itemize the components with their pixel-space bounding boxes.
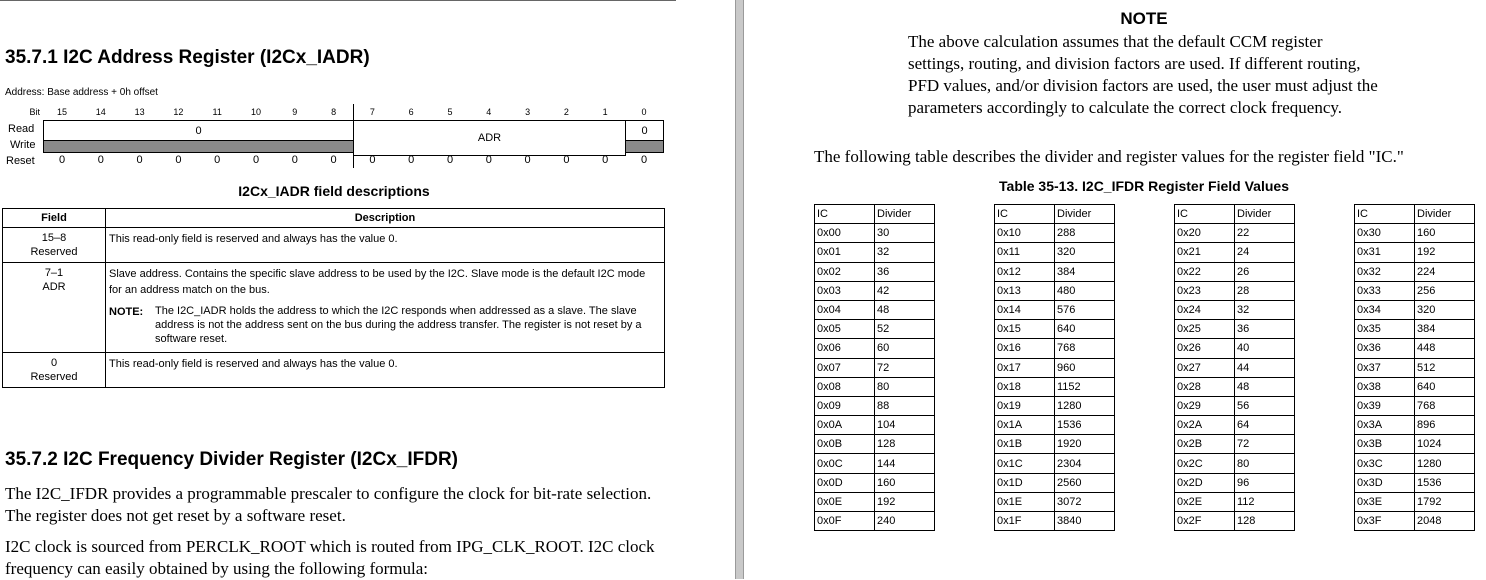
ic-divider-table [1174,204,1295,531]
divider-value: 32 [1235,300,1295,319]
ifdr-paragraph-2: I2C clock is sourced from PERCLK_ROOT which is routed from IPG_CLK_ROOT. I2C clock frequency can easily obtained by using the following formula: [5,537,655,578]
ic-value: 0x15 [995,320,1055,339]
ic-value: 0x32 [1355,262,1415,281]
adr-description: Slave address. Contains the specific slave address to be used by the I2C. Slave mode is the default I2C mode for an address match on the bus. [109,268,646,296]
header-ic: IC [815,205,875,224]
bit-number: 14 [95,107,106,117]
ic-value: 0x03 [815,281,875,300]
reset-value: 0 [602,154,609,166]
table-row [815,339,935,358]
reset-value: 0 [485,154,492,166]
field-cell [3,353,106,388]
table-row [1175,262,1295,281]
ic-value: 0x22 [1175,262,1235,281]
table-row [995,377,1115,396]
table-caption: Table 35-13. I2C_IFDR Register Field Values [999,178,1289,194]
ic-divider-table [814,204,935,531]
ic-value: 0x3D [1355,473,1415,492]
table-row [815,396,935,415]
table-intro: The following table describes the divider and register values for the register field "IC." [814,147,1404,166]
note-label: NOTE: [109,306,144,318]
bit-number: 1 [602,107,608,117]
ic-value: 0x31 [1355,243,1415,262]
divider-value: 3072 [1055,492,1115,511]
ic-value: 0x1B [995,435,1055,454]
header-divider: Divider [875,205,935,224]
ic-value: 0x0D [815,473,875,492]
table-row [995,224,1115,243]
description-cell: This read-only field is reserved and always has the value 0. [106,228,665,263]
header-field: Field [3,209,106,228]
divider-value: 1792 [1415,492,1475,511]
divider-value: 36 [875,262,935,281]
ic-value: 0x3C [1355,454,1415,473]
table-row [1175,339,1295,358]
ic-value: 0x04 [815,300,875,319]
table-row [1355,396,1475,415]
divider-value: 448 [1415,339,1475,358]
ic-value: 0x19 [995,396,1055,415]
table-row [1175,224,1295,243]
table-row [3,228,665,263]
table-row [3,263,665,353]
table-row [1355,435,1475,454]
field-description-table [2,208,665,388]
reset-value: 0 [446,154,454,166]
ic-value: 0x24 [1175,300,1235,319]
table-row [1355,243,1475,262]
table-row [995,396,1115,415]
table-row [815,377,935,396]
reset-value: 0 [563,154,570,166]
table-row [1175,492,1295,511]
bit-number: 12 [173,107,184,117]
divider-value: 80 [875,377,935,396]
table-row [995,435,1115,454]
bit-number: 0 [641,107,647,117]
divider-value: 384 [1415,320,1475,339]
row-label-write: Write [10,139,36,151]
field-name: Reserved [30,371,78,383]
byte-divider [353,104,354,168]
ic-table-header [1355,205,1475,224]
reset-value: 0 [640,154,648,166]
field-bits: 15–8 [41,232,67,244]
bit-number: 6 [408,107,414,117]
adr-field-cell [353,120,626,156]
ic-value: 0x2A [1175,416,1235,435]
ic-value: 0x2F [1175,512,1235,531]
bit-number: 2 [563,107,569,117]
table-row [815,512,935,531]
table-row [1175,281,1295,300]
field-cell [3,263,106,353]
field-table-caption: I2Cx_IADR field descriptions [238,183,430,199]
table-row [995,262,1115,281]
divider-value: 128 [1235,512,1295,531]
divider-value: 144 [875,454,935,473]
table-row [995,512,1115,531]
divider-value: 768 [1415,396,1475,415]
reset-value: 0 [58,154,66,166]
ic-value: 0x23 [1175,281,1235,300]
ic-table-header [815,205,935,224]
field-bits: 7–1 [44,267,64,279]
row-label-reset: Reset [6,155,35,167]
table-row [1355,300,1475,319]
divider-value: 42 [875,281,935,300]
table-row [815,454,935,473]
divider-value: 48 [875,300,935,319]
divider-value: 56 [1235,396,1295,415]
ic-value: 0x26 [1175,339,1235,358]
write-bit0-cell [625,140,664,153]
ic-value: 0x11 [995,243,1055,262]
description-cell: This read-only field is reserved and always has the value 0. [106,353,665,388]
page-gutter [735,0,744,579]
table-row [1175,512,1295,531]
header-divider: Divider [1235,205,1295,224]
ic-value: 0x25 [1175,320,1235,339]
reset-value: 0 [136,154,143,166]
table-row [995,243,1115,262]
table-row [995,454,1115,473]
header-divider: Divider [1055,205,1115,224]
ic-value: 0x16 [995,339,1055,358]
bit-number: 13 [134,107,145,117]
table-row [1175,377,1295,396]
divider-value: 1536 [1055,416,1115,435]
divider-value: 1280 [1055,396,1115,415]
header-divider: Divider [1415,205,1475,224]
bit-number: 4 [486,107,492,117]
table-row [995,300,1115,319]
divider-value: 104 [875,416,935,435]
table-row [1175,243,1295,262]
ic-value: 0x38 [1355,377,1415,396]
ic-value: 0x29 [1175,396,1235,415]
note-heading: NOTE [1120,9,1168,28]
ic-value: 0x18 [995,377,1055,396]
divider-value: 640 [1055,320,1115,339]
divider-value: 192 [1415,243,1475,262]
row-label-read: Read [8,123,35,135]
table-row [1175,454,1295,473]
divider-value: 1536 [1415,473,1475,492]
divider-value: 288 [1055,224,1115,243]
ic-value: 0x3B [1355,435,1415,454]
table-row [815,224,935,243]
ic-value: 0x1F [995,512,1055,531]
ic-table-header [1175,205,1295,224]
divider-value: 480 [1055,281,1115,300]
divider-value: 44 [1235,358,1295,377]
table-row [815,281,935,300]
ic-value: 0x0B [815,435,875,454]
table-row [815,320,935,339]
write-reserved-cell [43,140,354,153]
divider-value: 24 [1235,243,1295,262]
table-row [815,243,935,262]
table-row [995,473,1115,492]
divider-value: 72 [875,358,935,377]
table-row [815,358,935,377]
read-reserved-cell [43,120,354,141]
adr-note [109,304,661,346]
bit-number: 3 [525,107,531,117]
table-row [1355,262,1475,281]
read-reserved-value: 0 [195,125,202,137]
left-page [0,0,735,579]
adr-field-name: ADR [477,132,502,144]
ic-value: 0x2E [1175,492,1235,511]
bit-number: 11 [212,107,222,117]
divider-value: 384 [1055,262,1115,281]
table-row [995,339,1115,358]
divider-value: 1920 [1055,435,1115,454]
divider-value: 896 [1415,416,1475,435]
table-row [1355,281,1475,300]
divider-value: 576 [1055,300,1115,319]
table-row [1175,416,1295,435]
divider-value: 1152 [1055,377,1115,396]
divider-value: 112 [1235,492,1295,511]
divider-value: 26 [1235,262,1295,281]
ic-value: 0x2B [1175,435,1235,454]
header-description: Description [106,209,665,228]
table-row [1355,224,1475,243]
bit-number: 5 [447,107,453,117]
table-row [995,492,1115,511]
ic-value: 0x1A [995,416,1055,435]
ic-value: 0x10 [995,224,1055,243]
reset-value: 0 [408,154,415,166]
ic-value: 0x05 [815,320,875,339]
divider-value: 88 [875,396,935,415]
ic-value: 0x02 [815,262,875,281]
ic-value: 0x21 [1175,243,1235,262]
divider-value: 224 [1415,262,1475,281]
divider-value: 240 [875,512,935,531]
ic-divider-table [994,204,1115,531]
ifdr-paragraph-1: The I2C_IFDR provides a programmable prescaler to configure the clock for bit-rate selection. The register does not get reset by a software reset. [5,484,652,525]
table-row [1175,358,1295,377]
table-row [815,262,935,281]
field-name: Reserved [30,246,78,258]
page-top-rule [0,0,676,1]
reset-value: 0 [369,154,376,166]
field-table-header [3,209,665,228]
divider-value: 48 [1235,377,1295,396]
table-row [1355,492,1475,511]
bit-number: 10 [250,107,261,117]
ic-value: 0x12 [995,262,1055,281]
divider-value: 96 [1235,473,1295,492]
register-diagram [0,104,680,170]
divider-value: 52 [875,320,935,339]
table-row [995,358,1115,377]
table-row [815,300,935,319]
divider-value: 60 [875,339,935,358]
table-row [815,435,935,454]
ic-value: 0x0A [815,416,875,435]
bit-number: 7 [369,107,375,117]
ic-value: 0x3F [1355,512,1415,531]
table-row [1355,377,1475,396]
ic-value: 0x1D [995,473,1055,492]
ic-value: 0x3A [1355,416,1415,435]
divider-value: 960 [1055,358,1115,377]
ic-value: 0x30 [1355,224,1415,243]
ic-value: 0x01 [815,243,875,262]
reset-value: 0 [175,154,182,166]
address-offset: Address: Base address + 0h offset [5,87,158,98]
table-row [1175,473,1295,492]
table-row [1355,512,1475,531]
table-row [1355,454,1475,473]
divider-value: 22 [1235,224,1295,243]
ic-value: 0x07 [815,358,875,377]
ic-value: 0x1C [995,454,1055,473]
reset-value: 0 [330,154,337,166]
table-row [1355,320,1475,339]
field-name: ADR [42,281,66,293]
read-bit0-value: 0 [641,125,648,137]
table-row [1355,473,1475,492]
ic-value: 0x20 [1175,224,1235,243]
divider-value: 2560 [1055,473,1115,492]
table-row [1355,416,1475,435]
ic-value: 0x2C [1175,454,1235,473]
ic-value: 0x17 [995,358,1055,377]
description-cell [106,263,665,353]
reset-value: 0 [97,154,104,166]
read-bit0-cell [625,120,664,141]
ic-value: 0x13 [995,281,1055,300]
divider-value: 320 [1415,300,1475,319]
ic-value: 0x0E [815,492,875,511]
reset-value: 0 [524,154,531,166]
table-row [995,416,1115,435]
ic-value: 0x2D [1175,473,1235,492]
divider-value: 640 [1415,377,1475,396]
divider-value: 768 [1055,339,1115,358]
bit-number: 9 [292,107,298,117]
field-bits: 0 [50,357,58,369]
note-text: The above calculation assumes that the default CCM register settings, routing, and division factors are used. If different routing, PFD values, and/or division factors are used, the user must adjust the parameters accordingly to calculate the correct clock frequency. [908,32,1378,117]
ic-table-header [995,205,1115,224]
ic-value: 0x0C [815,454,875,473]
table-row [815,492,935,511]
ic-value: 0x3E [1355,492,1415,511]
ic-value: 0x0F [815,512,875,531]
divider-value: 128 [875,435,935,454]
table-row [815,416,935,435]
reset-value: 0 [252,154,260,166]
ic-value: 0x33 [1355,281,1415,300]
ic-value: 0x1E [995,492,1055,511]
divider-value: 64 [1235,416,1295,435]
ic-value: 0x09 [815,396,875,415]
bit-number: 15 [56,107,67,117]
divider-value: 160 [875,473,935,492]
divider-value: 72 [1235,435,1295,454]
ic-value: 0x36 [1355,339,1415,358]
header-ic: IC [995,205,1055,224]
divider-value: 28 [1235,281,1295,300]
divider-value: 30 [875,224,935,243]
table-row [1175,435,1295,454]
divider-value: 2304 [1055,454,1115,473]
ic-value: 0x08 [815,377,875,396]
ic-value: 0x28 [1175,377,1235,396]
ic-value: 0x37 [1355,358,1415,377]
divider-value: 256 [1415,281,1475,300]
divider-value: 320 [1055,243,1115,262]
table-row [1175,300,1295,319]
header-ic: IC [1175,205,1235,224]
divider-value: 3840 [1055,512,1115,531]
bit-label: Bit [29,107,40,117]
reset-value: 0 [291,154,298,166]
table-row [3,353,665,388]
divider-value: 1280 [1415,454,1475,473]
divider-value: 32 [875,243,935,262]
table-row [995,281,1115,300]
note-text: The I2C_IADR holds the address to which the I2C responds when addressed as a slave. The slave address is not the address sent on the bus during the address transfer. The register is not reset by a software reset. [155,305,642,345]
section-title-iadr: 35.7.1 I2C Address Register (I2Cx_IADR) [5,47,370,68]
divider-value: 40 [1235,339,1295,358]
divider-value: 160 [1415,224,1475,243]
divider-value: 36 [1235,320,1295,339]
divider-value: 2048 [1415,512,1475,531]
table-row [1175,396,1295,415]
ic-value: 0x35 [1355,320,1415,339]
table-row [995,320,1115,339]
reset-value: 0 [214,154,221,166]
ic-value: 0x00 [815,224,875,243]
right-page [744,0,1486,579]
divider-value: 192 [875,492,935,511]
field-cell [3,228,106,263]
ic-value: 0x27 [1175,358,1235,377]
section-title-ifdr: 35.7.2 I2C Frequency Divider Register (I2Cx_IFDR) [5,449,458,470]
divider-value: 80 [1235,454,1295,473]
header-ic: IC [1355,205,1415,224]
divider-value: 1024 [1415,435,1475,454]
ic-value: 0x39 [1355,396,1415,415]
divider-value: 512 [1415,358,1475,377]
ic-value: 0x34 [1355,300,1415,319]
table-row [1355,339,1475,358]
table-row [1355,358,1475,377]
ic-value: 0x14 [995,300,1055,319]
bit-number: 8 [331,107,337,117]
table-row [815,473,935,492]
ic-value: 0x06 [815,339,875,358]
table-row [1175,320,1295,339]
ic-divider-table [1354,204,1475,531]
